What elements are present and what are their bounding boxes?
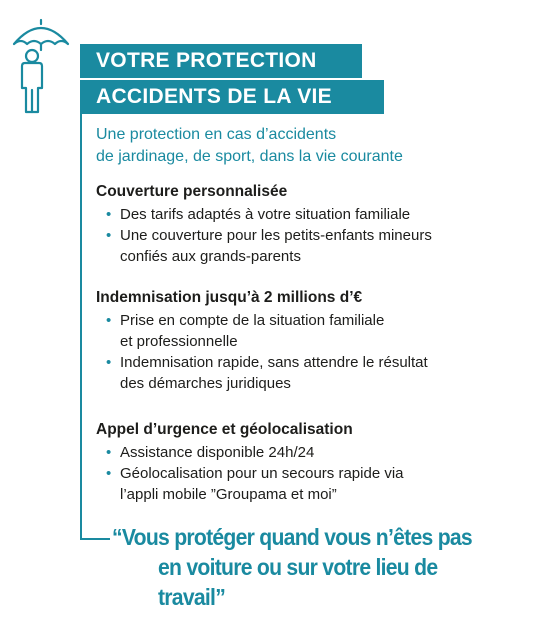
bullet-list xyxy=(96,204,526,267)
list-item-text: et professionnelle xyxy=(120,333,238,350)
list-item-text: l’appli mobile ”Groupama et moi” xyxy=(120,486,337,503)
bullet-dot-icon: • xyxy=(106,227,112,244)
subtitle-line-1: Une protection en cas d’accidents xyxy=(96,126,337,143)
bullet-dot-icon: • xyxy=(106,354,112,371)
subtitle-line-2: de jardinage, de sport, dans la vie courante xyxy=(96,148,403,165)
section-emergency xyxy=(96,420,526,505)
list-item xyxy=(96,442,526,463)
bullet-dot-icon: • xyxy=(106,465,112,482)
banner-title-line-1: VOTRE PROTECTION xyxy=(80,44,362,78)
section-coverage xyxy=(96,182,526,267)
bullet-dot-icon: • xyxy=(106,206,112,223)
list-item-text: Des tarifs adaptés à votre situation familiale xyxy=(120,206,411,223)
bullet-dot-icon: • xyxy=(106,444,112,461)
section-title: Couverture personnalisée xyxy=(96,183,288,200)
list-item xyxy=(96,463,526,505)
list-item-text: Géolocalisation pour un secours rapide via xyxy=(120,465,404,482)
section-compensation xyxy=(96,288,526,394)
quote xyxy=(112,522,498,612)
list-item-text: confiés aux grands-parents xyxy=(120,248,301,265)
bullet-dot-icon: • xyxy=(106,312,112,329)
list-item xyxy=(96,225,526,267)
list-item xyxy=(96,310,526,352)
list-item xyxy=(96,352,526,394)
list-item xyxy=(96,204,526,225)
subtitle xyxy=(96,124,526,168)
list-item-text: des démarches juridiques xyxy=(120,375,291,392)
section-title: Appel d’urgence et géolocalisation xyxy=(96,421,353,438)
list-item-text: Assistance disponible 24h/24 xyxy=(120,444,315,461)
quote-line-1: “Vous protéger quand vous n’êtes pas xyxy=(112,524,472,550)
banner-title-line-2: ACCIDENTS DE LA VIE xyxy=(80,80,384,114)
quote-line-2: en voiture ou sur votre lieu de travail” xyxy=(158,554,438,610)
section-title: Indemnisation jusqu’à 2 millions d’€ xyxy=(96,289,363,306)
bullet-list xyxy=(96,442,526,505)
list-item-text: Prise en compte de la situation familiale xyxy=(120,312,385,329)
frame-foot-line xyxy=(80,538,110,540)
list-item-text: Indemnisation rapide, sans attendre le résultat xyxy=(120,354,428,371)
list-item-text: Une couverture pour les petits-enfants mineurs xyxy=(120,227,432,244)
frame-vertical-line xyxy=(80,88,82,540)
umbrella-person-icon xyxy=(10,16,72,116)
bullet-list xyxy=(96,310,526,394)
